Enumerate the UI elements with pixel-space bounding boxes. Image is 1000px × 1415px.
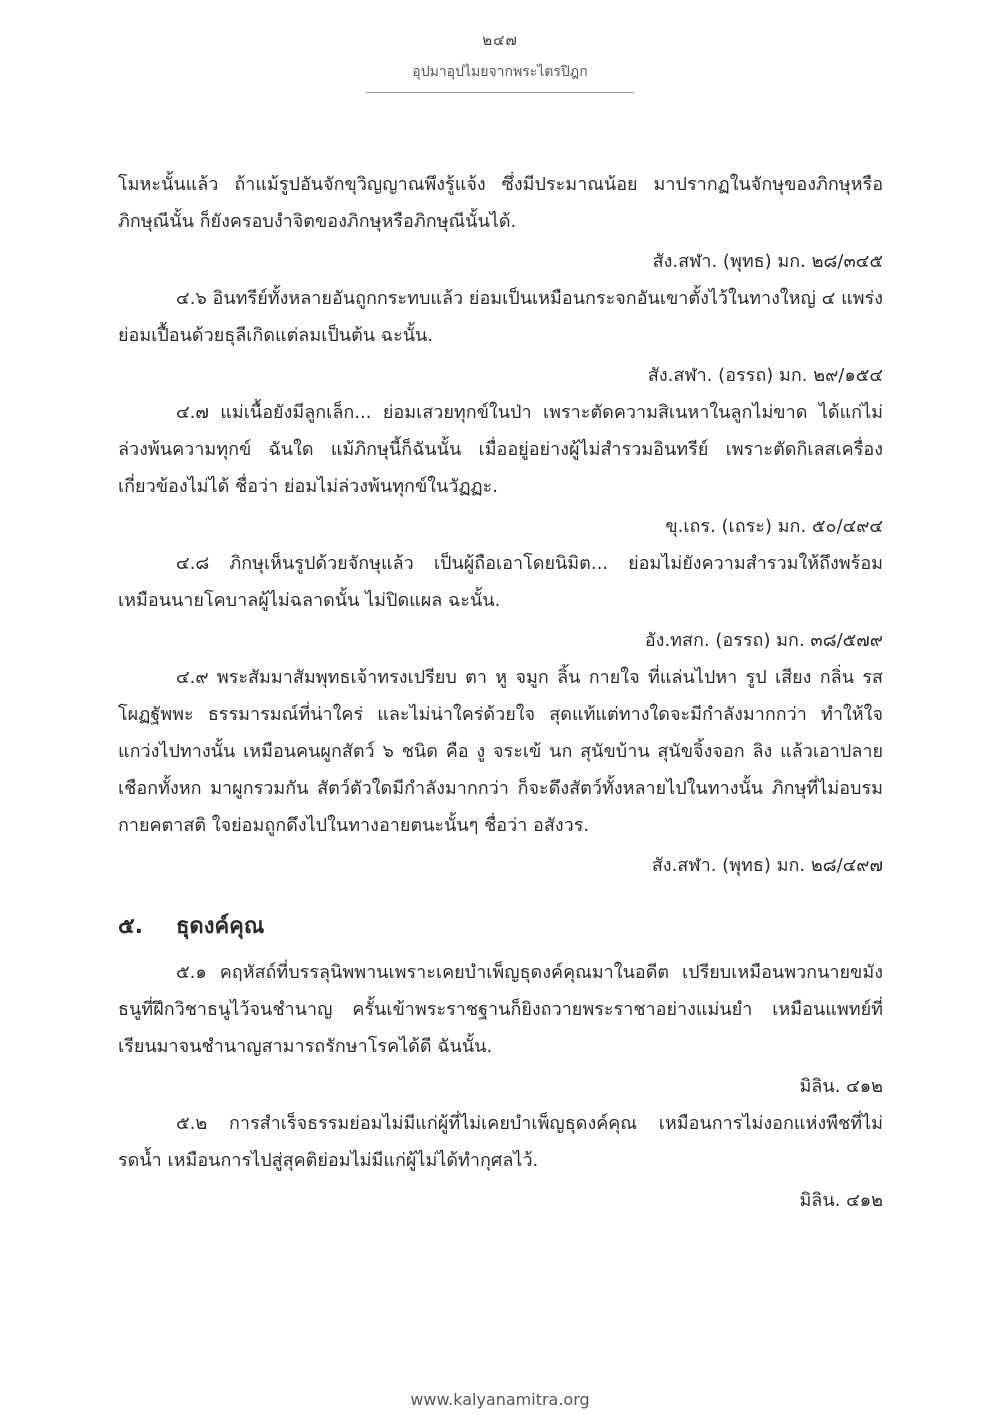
page-header: [0, 30, 1000, 93]
citation: สัง.สฬา. (พุทธ) มก. ๒๘/๓๔๕: [652, 251, 883, 272]
page-number: ๒๔๗: [482, 31, 518, 49]
paragraph: ๔.๖ อินทรีย์ทั้งหลายอันถูกกระทบแล้ว ย่อมเป็นเหมือนกระจกอันเขาตั้งไว้ในทางใหญ่ ๔ แพร่ง ย่อมเปื้อนด้วยธุลีเกิดแต่ลมเป็นต้น ฉะนั้น.: [118, 288, 883, 346]
header-divider: [366, 92, 634, 93]
paragraph: ๔.๘ ภิกษุเห็นรูปด้วยจักษุแล้ว เป็นผู้ถือเอาโดยนิมิต... ย่อมไม่ยังความสำรวมให้ถึงพร้อม เหมือนนายโคบาลผู้ไม่ฉลาดนั้น ไม่ปิดแผล ฉะนั้น.: [118, 553, 883, 611]
paragraph: ๕.๑ คฤหัสถ์ที่บรรลุนิพพานเพราะเคยบำเพ็ญธุดงค์คุณมาในอดีต เปรียบเหมือนพวกนายขมังธนูที่ฝึกวิชาธนูไว้จนชำนาญ ครั้นเข้าพระราชฐานก็ยิงถวายพระราชาอย่างแม่นยำ เหมือนแพทย์ที่เรียนมาจนชำนาญสามารถรักษาโรคได้ดี ฉันนั้น.: [118, 962, 883, 1057]
section-heading: [118, 904, 883, 950]
citation: ขุ.เถร. (เถระ) มก. ๕๐/๔๙๔: [665, 516, 883, 537]
paragraph: ๔.๗ แม่เนื้อยังมีลูกเล็ก... ย่อมเสวยทุกข์ในป่า เพราะตัดความสิเนหาในลูกไม่ขาด ได้แก่ไม่ล่วงพ้นความทุกข์ ฉันใด แม้ภิกษุนี้ก็ฉันนั้น เมื่ออยู่อย่างผู้ไม่สำรวมอินทรีย์ เพราะตัดกิเลสเครื่องเกี่ยวข้องไม่ได้ ชื่อว่า ย่อมไม่ล่วงพ้นทุกข์ในวัฏฏะ.: [118, 402, 883, 497]
paragraph: โมหะนั้นแล้ว ถ้าแม้รูปอันจักขุวิญญาณพึงรู้แจ้ง ซึ่งมีประมาณน้อย มาปรากฏในจักษุของภิกษุหรือภิกษุณีนั้น ก็ยังครอบงำจิตของภิกษุหรือภิกษุณีนั้นได้.: [118, 174, 883, 232]
citation: อัง.ทสก. (อรรถ) มก. ๓๘/๕๗๙: [644, 630, 883, 651]
citation: สัง.สฬา. (พุทธ) มก. ๒๘/๔๙๗: [651, 855, 883, 876]
paragraph: ๔.๙ พระสัมมาสัมพุทธเจ้าทรงเปรียบ ตา หู จมูก ลิ้น กายใจ ที่แล่นไปหา รูป เสียง กลิ่น รส โผฏฐัพพะ ธรรมารมณ์ที่น่าใคร่ และไม่น่าใคร่ด้วยใจ สุดแท้แต่ทางใดจะมีกำลังมากกว่า ทำให้ใจแกว่งไปทางนั้น เหมือนคนผูกสัตว์ ๖ ชนิด คือ งู จระเข้ นก สุนัขบ้าน สุนัขจิ้งจอก ลิง แล้วเอาปลายเชือกทั้งหก มาผูกรวมกัน สัตว์ตัวใดมีกำลังมากกว่า ก็จะดึงสัตว์ทั้งหลายไปในทางนั้น ภิกษุที่ไม่อบรมกายคตาสติ ใจย่อมถูกดึงไปในทางอายตนะนั้นๆ ชื่อว่า อสังวร.: [118, 667, 883, 836]
section-title: ธุดงค์คุณ: [176, 914, 265, 939]
paragraph: ๕.๒ การสำเร็จธรรมย่อมไม่มีแก่ผู้ที่ไม่เคยบำเพ็ญธุดงค์คุณ เหมือนการไม่งอกแห่งพืชที่ไม่รดน้ำ เหมือนการไปสู่สุคติย่อมไม่มีแก่ผู้ไม่ได้ทำกุศลไว้.: [118, 1113, 883, 1171]
citation: มิลิน. ๔๑๒: [799, 1190, 883, 1211]
citation: สัง.สฬา. (อรรถ) มก. ๒๙/๑๕๔: [647, 365, 883, 386]
page-body: [118, 166, 883, 1219]
book-title: อุปมาอุปไมยจากพระไตรปิฎก: [412, 64, 588, 80]
footer-website: www.kalyanamitra.org: [410, 1390, 590, 1409]
section-number: ๕.: [118, 914, 144, 939]
citation: มิลิน. ๔๑๒: [799, 1076, 883, 1097]
